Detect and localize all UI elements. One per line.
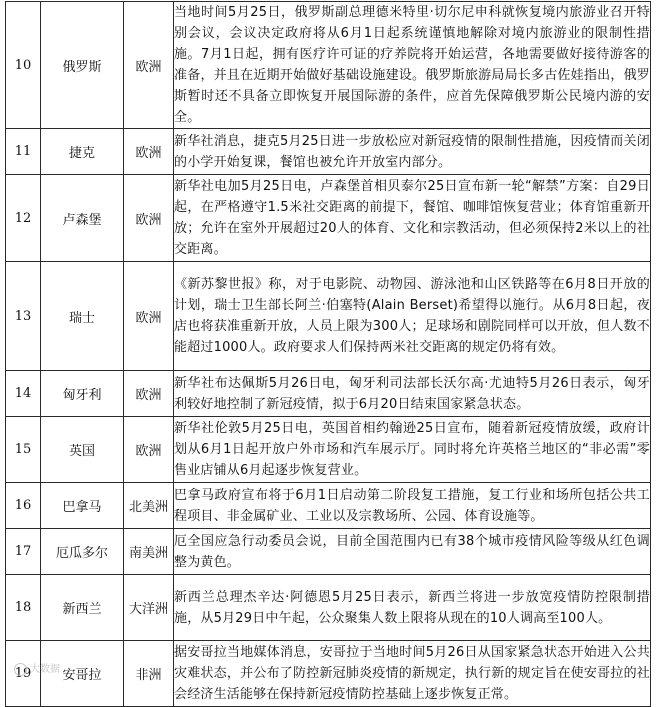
continent-cell: 欧洲 bbox=[124, 175, 174, 262]
reopening-measures-table bbox=[5, 1, 651, 707]
continent-cell: 欧洲 bbox=[124, 2, 174, 129]
country-cell: 新西兰 bbox=[41, 575, 124, 641]
table-row bbox=[6, 371, 651, 417]
description-cell: 新华社消息，捷克5月25日进一步放松应对新冠疫情的限制性措施，因疫情而关闭的小学开始复课，餐馆也被允许开放室内部分。 bbox=[174, 129, 651, 175]
description-cell: 据安哥拉当地媒体消息，安哥拉于当地时间5月26日从国家紧急状态开始进入公共灾难状态，并公布了防控新冠肺炎疫情的新规定，执行新的规定旨在使安哥拉的社会经济生活能够在保持新冠疫情防控基础上逐步恢复正常。 bbox=[174, 641, 651, 707]
table-row bbox=[6, 641, 651, 707]
continent-cell: 欧洲 bbox=[124, 262, 174, 371]
watermark bbox=[14, 660, 60, 676]
continent-cell: 欧洲 bbox=[124, 129, 174, 175]
country-cell: 捷克 bbox=[41, 129, 124, 175]
watermark-text: 大数据 bbox=[30, 664, 60, 675]
row-number: 10 bbox=[6, 2, 41, 129]
row-number: 18 bbox=[6, 575, 41, 641]
row-number: 12 bbox=[6, 175, 41, 262]
continent-cell: 非洲 bbox=[124, 641, 174, 707]
table-row bbox=[6, 129, 651, 175]
table-row bbox=[6, 417, 651, 483]
description-cell: 新华社伦敦5月25日电，英国首相约翰逊25日宣布，随着新冠疫情放缓，政府计划从6月1日起开放户外市场和汽车展示厅。同时将允许英格兰地区的“非必需”零售业店铺从6月起逐步恢复营业。 bbox=[174, 417, 651, 483]
table-row bbox=[6, 262, 651, 371]
table-row bbox=[6, 175, 651, 262]
continent-cell: 北美洲 bbox=[124, 483, 174, 529]
description-cell: 厄全国应急行动委员会说，目前全国范围内已有38个城市疫情风险等级从红色调整为黄色。 bbox=[174, 529, 651, 575]
row-number: 11 bbox=[6, 129, 41, 175]
country-cell: 厄瓜多尔 bbox=[41, 529, 124, 575]
continent-cell: 南美洲 bbox=[124, 529, 174, 575]
table-row bbox=[6, 483, 651, 529]
watermark-logo-icon bbox=[14, 663, 27, 676]
country-cell: 俄罗斯 bbox=[41, 2, 124, 129]
country-cell: 匈牙利 bbox=[41, 371, 124, 417]
row-number: 13 bbox=[6, 262, 41, 371]
continent-cell: 欧洲 bbox=[124, 417, 174, 483]
row-number: 14 bbox=[6, 371, 41, 417]
row-number: 19 bbox=[6, 641, 41, 707]
table-row bbox=[6, 575, 651, 641]
description-cell: 巴拿马政府宣布将于6月1日启动第二阶段复工措施，复工行业和场所包括公共工程项目、非金属矿业、工业以及宗教场所、公园、体育设施等。 bbox=[174, 483, 651, 529]
country-cell: 瑞士 bbox=[41, 262, 124, 371]
table-row bbox=[6, 2, 651, 129]
table-row bbox=[6, 529, 651, 575]
country-cell: 巴拿马 bbox=[41, 483, 124, 529]
row-number: 15 bbox=[6, 417, 41, 483]
row-number: 16 bbox=[6, 483, 41, 529]
country-cell: 英国 bbox=[41, 417, 124, 483]
description-cell: 新华社布达佩斯5月26日电，匈牙利司法部长沃尔高·尤迪特5月26日表示，匈牙利较好地控制了新冠疫情，拟于6月20日结束国家紧急状态。 bbox=[174, 371, 651, 417]
country-cell: 卢森堡 bbox=[41, 175, 124, 262]
continent-cell: 大洋洲 bbox=[124, 575, 174, 641]
row-number: 17 bbox=[6, 529, 41, 575]
description-cell: 新华社电加5月25日电，卢森堡首相贝泰尔25日宣布新一轮“解禁”方案：自29日起，在严格遵守1.5米社交距离的前提下，餐馆、咖啡馆恢复营业；体育馆重新开放；允许在室外开展超过20人的体育、文化和宗教活动，但必须保持2米以上的社交距离。 bbox=[174, 175, 651, 262]
country-cell: 安哥拉 bbox=[41, 641, 124, 707]
continent-cell: 欧洲 bbox=[124, 371, 174, 417]
description-cell: 《新苏黎世报》称，对于电影院、动物园、游泳池和山区铁路等在6月8日开放的计划，瑞士卫生部长阿兰·伯塞特(Alain Berset)希望得以施行。从6月8日起，夜店也将获准重新开放，人员上限为300人；足球场和剧院同样可以开放，但人数不能超过1000人。政府要求人们保持两米社交距离的规定仍将有效。 bbox=[174, 262, 651, 371]
description-cell: 新西兰总理杰辛达·阿德恩5月25日表示，新西兰将进一步放宽疫情防控限制措施，从5月29日中午起，公众聚集人数上限将从现在的10人调高至100人。 bbox=[174, 575, 651, 641]
description-cell: 当地时间5月25日，俄罗斯副总理德米特里·切尔尼申科就恢复境内旅游业召开特别会议，会议决定政府将从6月1日起系统谨慎地解除对境内旅游业的限制性措施。7月1日起，拥有医疗许可证的疗养院将开始运营，各地需要做好接待游客的准备，并且在近期开始做好基础设施建设。俄罗斯旅游局局长多古佐娃指出，俄罗斯暂时还不具备立即恢复开展国际游的条件，应首先保障俄罗斯公民境内游的安全。 bbox=[174, 2, 651, 129]
